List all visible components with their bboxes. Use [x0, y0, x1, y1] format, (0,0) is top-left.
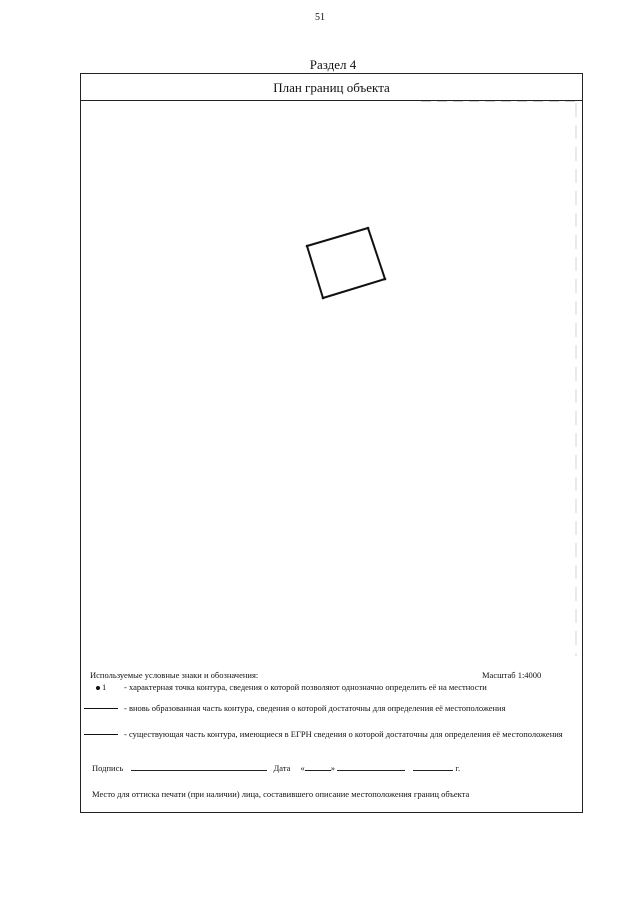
contour-point: [322, 297, 325, 300]
year-suffix: г.: [455, 763, 461, 773]
legend-point-text: - характерная точка контура, сведения о которой позволяют однозначно определить её на местности: [124, 682, 487, 692]
scale-label: Масштаб 1:4000: [482, 670, 542, 680]
plan-header: План границ объекта: [81, 74, 582, 101]
section-title: Раздел 4: [309, 57, 357, 72]
signature-field[interactable]: [131, 761, 267, 771]
point-symbol: [96, 682, 106, 692]
new-contour-line-icon: [84, 708, 118, 709]
legend-item-existing-contour: [84, 729, 564, 751]
signature-label: Подпись: [92, 763, 124, 773]
legend-item-new-contour: [84, 703, 564, 725]
legend-existing-contour-text: - существующая часть контура, имеющиеся в ЕГРН сведения о которой достаточны для определения её местоположения: [124, 729, 563, 739]
stamp-place-text: Место для оттиска печати (при наличии) лица, составившего описание местоположения границ объекта: [92, 789, 470, 799]
legend-item-point: [90, 682, 570, 694]
signature-row: [92, 761, 572, 773]
parcel-contour: [307, 228, 385, 298]
point-number: 1: [102, 682, 107, 692]
contour-point: [384, 278, 387, 281]
date-label: Дата: [273, 763, 291, 773]
plan-drawing: [81, 101, 582, 661]
quote-close: »: [330, 763, 336, 773]
contour-point: [306, 245, 309, 248]
date-day-field[interactable]: [305, 761, 331, 771]
page-number: 51: [315, 12, 325, 23]
quote-open: «: [300, 763, 305, 773]
date-month-field[interactable]: [337, 761, 405, 771]
contour-point: [367, 227, 370, 230]
legend-title: Используемые условные знаки и обозначения:: [90, 670, 259, 680]
date-year-field[interactable]: [413, 761, 453, 771]
existing-contour-line-icon: [84, 734, 118, 735]
legend-new-contour-text: - вновь образованная часть контура, сведения о которой достаточны для определения её местоположения: [124, 703, 506, 713]
point-dot-icon: [96, 686, 100, 690]
